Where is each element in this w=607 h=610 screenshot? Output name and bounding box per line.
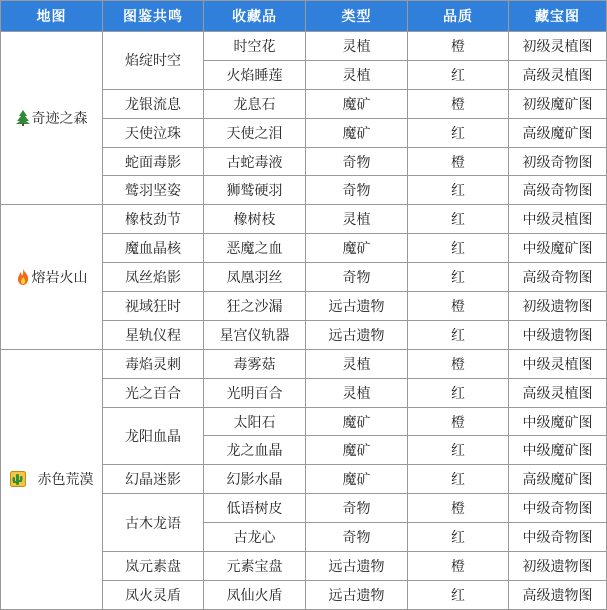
treasure-map-cell: 中级灵植图 xyxy=(509,205,607,234)
resonance-cell: 光之百合 xyxy=(103,378,204,407)
map-name: 奇迹之森 xyxy=(31,111,88,128)
header-treasure-map: 藏宝图 xyxy=(509,1,607,32)
treasure-map-cell: 高级魔矿图 xyxy=(509,118,607,147)
header-type: 类型 xyxy=(306,1,408,32)
type-cell: 远古遗物 xyxy=(306,580,408,609)
treasure-map-cell: 中级奇物图 xyxy=(509,494,607,523)
resonance-cell: 幻晶迷影 xyxy=(103,465,204,494)
map-cell-desert xyxy=(1,349,103,609)
resonance-cell: 古木龙语 xyxy=(103,494,204,552)
type-cell: 魔矿 xyxy=(306,89,408,118)
type-cell: 灵植 xyxy=(306,205,408,234)
treasure-map-cell: 中级灵植图 xyxy=(509,349,607,378)
resonance-cell: 龙银流息 xyxy=(103,89,204,118)
quality-cell: 红 xyxy=(408,523,509,552)
treasure-map-cell: 中级魔矿图 xyxy=(509,234,607,263)
map-name: 熔岩火山 xyxy=(31,270,88,287)
treasure-map-cell: 中级遗物图 xyxy=(509,320,607,349)
table-row xyxy=(1,205,607,234)
collectible-cell: 橡树枝 xyxy=(204,205,306,234)
header-resonance: 图鉴共鸣 xyxy=(103,1,204,32)
collectible-cell: 古龙心 xyxy=(204,523,306,552)
quality-cell: 红 xyxy=(408,436,509,465)
quality-cell: 红 xyxy=(408,465,509,494)
type-cell: 灵植 xyxy=(306,349,408,378)
quality-cell: 红 xyxy=(408,205,509,234)
map-cell-volcano xyxy=(1,205,103,349)
collectible-cell: 火焰睡莲 xyxy=(204,60,306,89)
type-cell: 魔矿 xyxy=(306,407,408,436)
collectible-cell: 毒雾菇 xyxy=(204,349,306,378)
collectible-cell: 低语树皮 xyxy=(204,494,306,523)
collectible-cell: 古蛇毒液 xyxy=(204,147,306,176)
quality-cell: 红 xyxy=(408,378,509,407)
resonance-cell: 岚元素盘 xyxy=(103,552,204,581)
header-quality: 品质 xyxy=(408,1,509,32)
header-row xyxy=(1,1,607,32)
resonance-cell: 焰绽时空 xyxy=(103,32,204,90)
quality-cell: 橙 xyxy=(408,32,509,61)
quality-cell: 红 xyxy=(408,118,509,147)
collectible-cell: 光明百合 xyxy=(204,378,306,407)
quality-cell: 红 xyxy=(408,263,509,292)
quality-cell: 红 xyxy=(408,176,509,205)
quality-cell: 橙 xyxy=(408,494,509,523)
treasure-map-cell: 高级魔矿图 xyxy=(509,465,607,494)
quality-cell: 橙 xyxy=(408,89,509,118)
type-cell: 远古遗物 xyxy=(306,320,408,349)
resonance-cell: 星轨仪程 xyxy=(103,320,204,349)
type-cell: 灵植 xyxy=(306,60,408,89)
treasure-map-cell: 中级魔矿图 xyxy=(509,436,607,465)
resonance-cell: 视域狂时 xyxy=(103,292,204,321)
table-row xyxy=(1,349,607,378)
type-cell: 灵植 xyxy=(306,378,408,407)
collectible-cell: 星宫仪轨器 xyxy=(204,320,306,349)
map-cell-forest xyxy=(1,32,103,205)
quality-cell: 橙 xyxy=(408,292,509,321)
collectible-cell: 狮鹫硬羽 xyxy=(204,176,306,205)
resonance-cell: 橡枝劲节 xyxy=(103,205,204,234)
type-cell: 远古遗物 xyxy=(306,552,408,581)
treasure-map-cell: 初级灵植图 xyxy=(509,32,607,61)
treasure-map-cell: 初级遗物图 xyxy=(509,552,607,581)
treasure-map-cell: 中级魔矿图 xyxy=(509,407,607,436)
collectible-cell: 凤仙火盾 xyxy=(204,580,306,609)
table-row xyxy=(1,32,607,61)
resonance-cell: 龙阳血晶 xyxy=(103,407,204,465)
quality-cell: 橙 xyxy=(408,349,509,378)
desert-icon xyxy=(10,471,26,487)
resonance-cell: 毒焰灵刺 xyxy=(103,349,204,378)
treasure-map-cell: 高级奇物图 xyxy=(509,263,607,292)
treasure-map-cell: 高级灵植图 xyxy=(509,60,607,89)
header-collectible: 收藏品 xyxy=(204,1,306,32)
resonance-cell: 天使泣珠 xyxy=(103,118,204,147)
type-cell: 远古遗物 xyxy=(306,292,408,321)
type-cell: 魔矿 xyxy=(306,234,408,263)
collectible-cell: 龙之血晶 xyxy=(204,436,306,465)
collectible-cell: 太阳石 xyxy=(204,407,306,436)
type-cell: 魔矿 xyxy=(306,118,408,147)
type-cell: 魔矿 xyxy=(306,465,408,494)
quality-cell: 红 xyxy=(408,320,509,349)
collectible-cell: 时空花 xyxy=(204,32,306,61)
collectible-cell: 凤凰羽丝 xyxy=(204,263,306,292)
type-cell: 魔矿 xyxy=(306,436,408,465)
treasure-map-cell: 高级遗物图 xyxy=(509,580,607,609)
resonance-cell: 魔血晶核 xyxy=(103,234,204,263)
type-cell: 奇物 xyxy=(306,147,408,176)
resonance-cell: 蛇面毒影 xyxy=(103,147,204,176)
collectible-cell: 狂之沙漏 xyxy=(204,292,306,321)
collectible-cell: 幻影水晶 xyxy=(204,465,306,494)
quality-cell: 橙 xyxy=(408,407,509,436)
type-cell: 灵植 xyxy=(306,32,408,61)
tree-icon xyxy=(16,110,30,126)
fire-icon xyxy=(16,269,30,285)
type-cell: 奇物 xyxy=(306,494,408,523)
resonance-cell: 鹫羽坚姿 xyxy=(103,176,204,205)
collectible-cell: 龙息石 xyxy=(204,89,306,118)
quality-cell: 红 xyxy=(408,60,509,89)
collectible-cell: 天使之泪 xyxy=(204,118,306,147)
quality-cell: 橙 xyxy=(408,552,509,581)
treasure-map-cell: 中级奇物图 xyxy=(509,523,607,552)
quality-cell: 红 xyxy=(408,580,509,609)
collectible-cell: 恶魔之血 xyxy=(204,234,306,263)
type-cell: 奇物 xyxy=(306,176,408,205)
quality-cell: 红 xyxy=(408,234,509,263)
type-cell: 奇物 xyxy=(306,523,408,552)
treasure-map-cell: 高级灵植图 xyxy=(509,378,607,407)
treasure-map-cell: 初级遗物图 xyxy=(509,292,607,321)
treasure-map-cell: 初级魔矿图 xyxy=(509,89,607,118)
type-cell: 奇物 xyxy=(306,263,408,292)
map-name: 赤色荒漠 xyxy=(37,472,94,489)
collectible-cell: 元素宝盘 xyxy=(204,552,306,581)
treasure-map-cell: 初级奇物图 xyxy=(509,147,607,176)
resonance-cell: 凤丝焰影 xyxy=(103,263,204,292)
header-map: 地图 xyxy=(1,1,103,32)
treasure-map-cell: 高级奇物图 xyxy=(509,176,607,205)
quality-cell: 橙 xyxy=(408,147,509,176)
resonance-cell: 凤火灵盾 xyxy=(103,580,204,609)
